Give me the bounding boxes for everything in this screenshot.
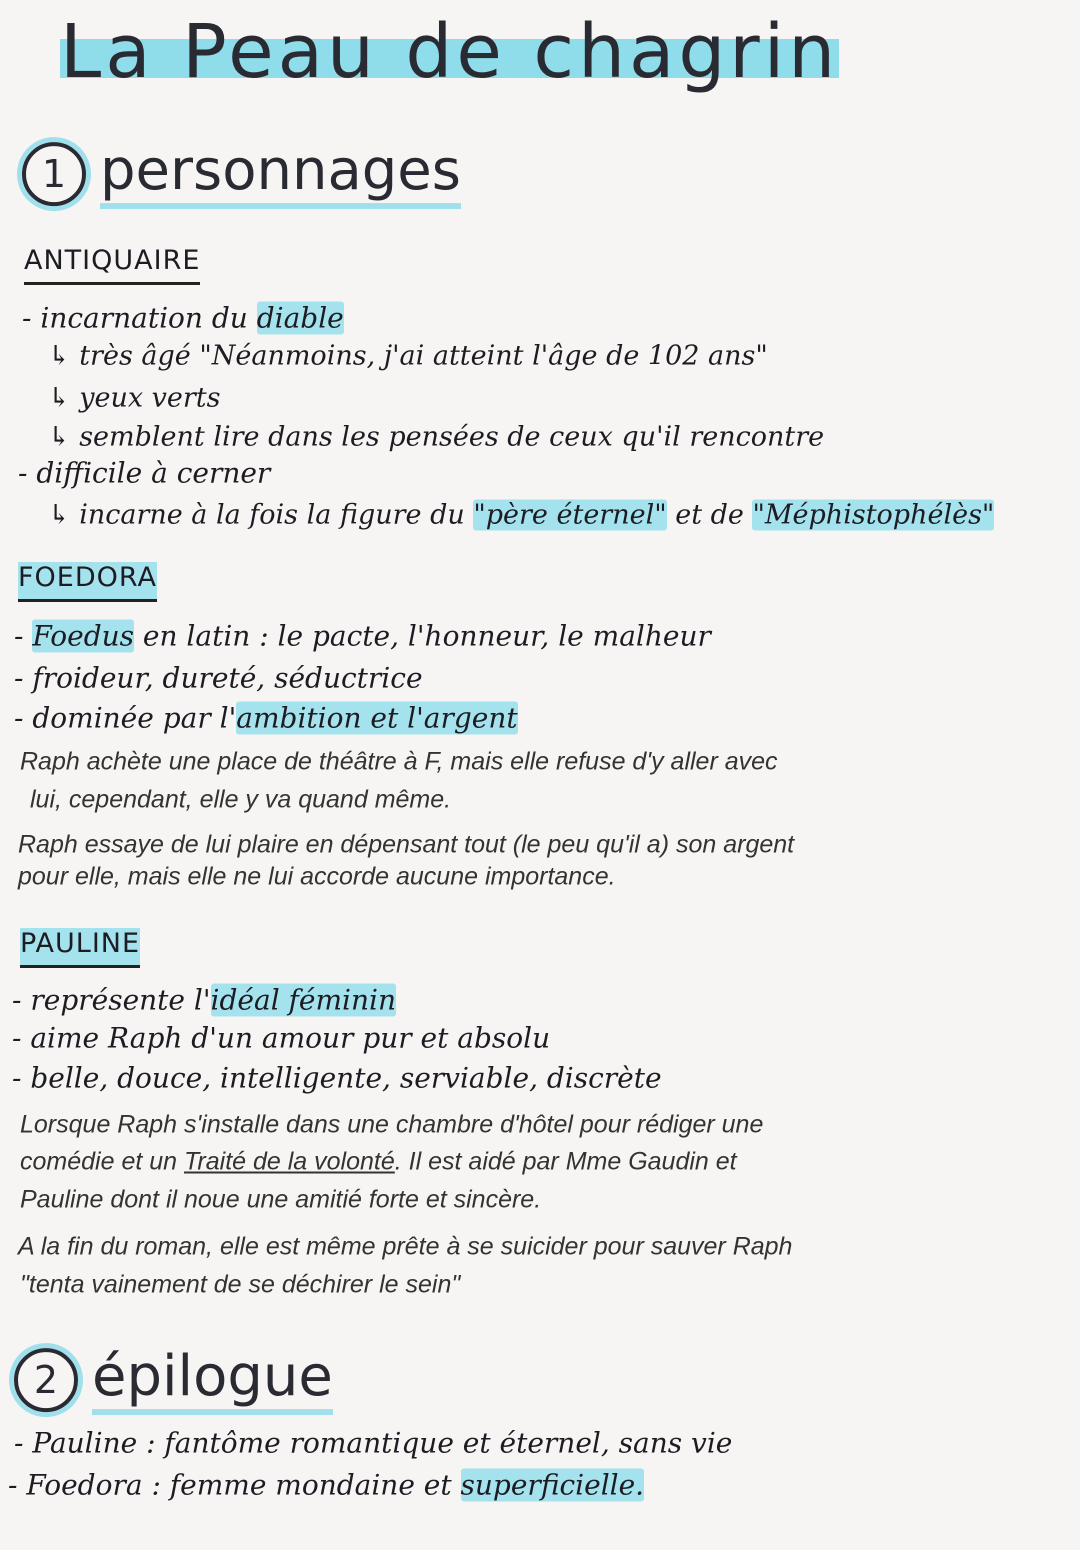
- title-text: La Peau de chagrin: [60, 9, 840, 95]
- note-line: [12, 1062, 662, 1095]
- prose-line: [30, 786, 451, 815]
- text: Lorsque Raph s'installe dans une chambre d'hôtel pour rédiger une: [20, 1110, 764, 1139]
- text: et de: [666, 499, 753, 531]
- section-number: 1: [22, 142, 86, 206]
- highlighted-text: Foedus: [32, 619, 135, 653]
- section-heading-personnages: [22, 138, 461, 206]
- text: - difficile à cerner: [18, 456, 271, 490]
- text: ↳ yeux verts: [48, 382, 221, 414]
- highlighted-text: diable: [256, 301, 344, 335]
- note-line: [14, 620, 711, 653]
- highlighted-text: "Méphistophélès": [752, 499, 995, 531]
- prose-line: [18, 863, 616, 892]
- text: PAULINE: [20, 928, 141, 959]
- prose-line: [20, 1271, 460, 1300]
- text: - froideur, dureté, séductrice: [14, 661, 423, 695]
- character-heading: [18, 562, 157, 602]
- note-line: [14, 662, 423, 695]
- note-line: [12, 1022, 550, 1055]
- highlighted-text: idéal féminin: [210, 983, 397, 1017]
- text: ANTIQUAIRE: [24, 245, 201, 276]
- text: . Il est aidé par Mme Gaudin et: [394, 1147, 737, 1176]
- note-line: [8, 1469, 644, 1502]
- page-title: [60, 9, 839, 95]
- text: Raph achète une place de théâtre à F, mais elle refuse d'y aller avec: [20, 747, 778, 776]
- prose-line: [18, 1233, 792, 1262]
- prose-line: [20, 1148, 737, 1177]
- text: - incarnation du: [22, 301, 257, 335]
- text: lui, cependant, elle y va quand même.: [30, 785, 452, 814]
- text: -: [14, 619, 33, 653]
- text: "tenta vainement de se déchirer le sein": [20, 1270, 461, 1299]
- note-line: [12, 984, 396, 1017]
- prose-line: [20, 748, 778, 777]
- section-heading-epilogue: [14, 1344, 333, 1412]
- note-line: [48, 500, 994, 531]
- highlighted-text: "père éternel": [473, 499, 667, 531]
- text: ↳ incarne à la fois la figure du: [48, 499, 474, 531]
- prose-line: [20, 1186, 541, 1215]
- text: pour elle, mais elle ne lui accorde aucune importance.: [18, 862, 616, 891]
- note-line: [48, 422, 824, 453]
- character-heading: [20, 928, 140, 968]
- text: ↳ très âgé "Néanmoins, j'ai atteint l'âge de 102 ans": [48, 340, 768, 372]
- section-label: personnages: [100, 138, 461, 209]
- text: comédie et un: [20, 1147, 184, 1176]
- text: - Pauline : fantôme romantique et éternel, sans vie: [14, 1426, 733, 1460]
- text: FOEDORA: [18, 562, 158, 593]
- text: Raph essaye de lui plaire en dépensant tout (le peu qu'il a) son argent: [18, 830, 795, 859]
- highlighted-text: superficielle.: [460, 1468, 645, 1502]
- section-number: 2: [14, 1348, 78, 1412]
- note-line: [22, 302, 344, 335]
- note-line: [48, 383, 220, 414]
- section-label: épilogue: [92, 1344, 333, 1415]
- highlighted-text: ambition et l'argent: [236, 701, 518, 735]
- text: - dominée par l': [14, 701, 237, 735]
- text: en latin : le pacte, l'honneur, le malheur: [134, 619, 711, 653]
- note-line: [18, 457, 270, 490]
- prose-line: [18, 831, 794, 860]
- note-line: [14, 702, 518, 735]
- note-line: [48, 341, 768, 372]
- text: - aime Raph d'un amour pur et absolu: [12, 1021, 551, 1055]
- note-line: [14, 1427, 732, 1460]
- text: - Foedora : femme mondaine et: [8, 1468, 461, 1502]
- text: Pauline dont il noue une amitié forte et sincère.: [20, 1185, 542, 1214]
- text: A la fin du roman, elle est même prête à se suicider pour sauver Raph: [18, 1232, 793, 1261]
- text: - belle, douce, intelligente, serviable, discrète: [12, 1061, 662, 1095]
- character-heading: [24, 245, 200, 285]
- text: - représente l': [12, 983, 211, 1017]
- underlined-text: Traité de la volonté: [184, 1147, 395, 1176]
- prose-line: [20, 1111, 763, 1140]
- text: ↳ semblent lire dans les pensées de ceux qu'il rencontre: [48, 421, 825, 453]
